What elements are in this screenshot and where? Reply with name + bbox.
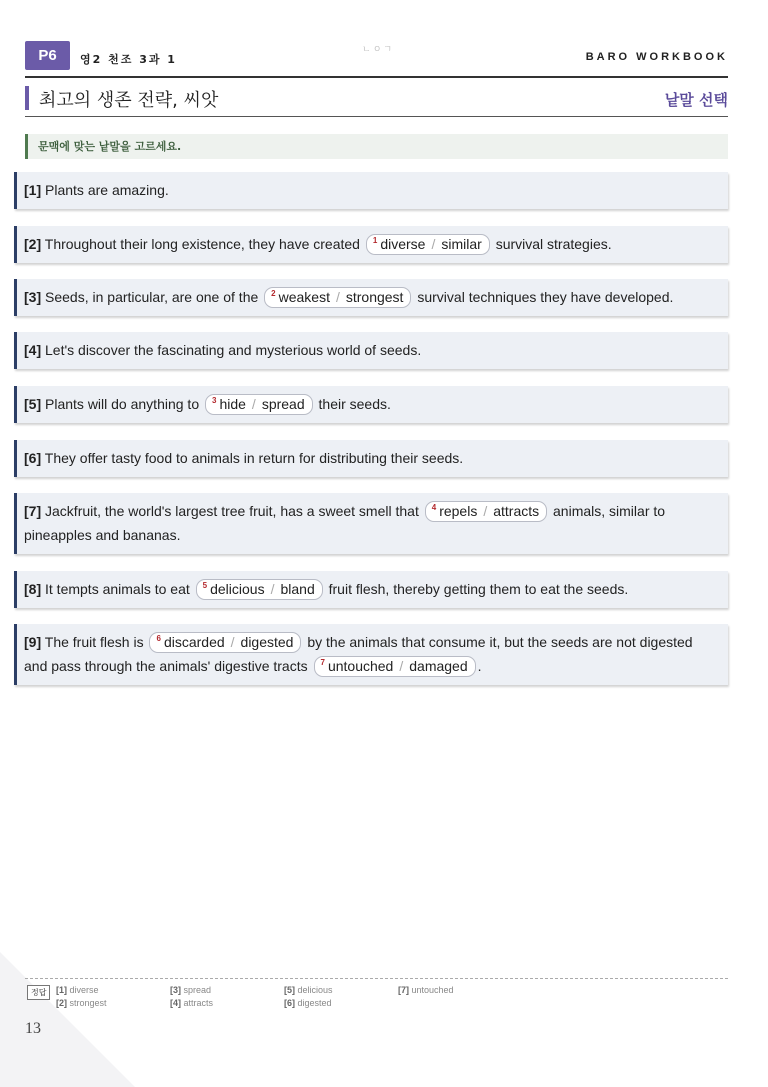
sentence-text: Plants are amazing. [45,182,169,198]
subject-label: 영2 천조 3과 1 [80,53,177,66]
sentence-text: It tempts animals to eat [45,581,190,597]
sentence-text: They offer tasty food to animals in return for distributing their seeds. [44,450,464,466]
answer-entry: [3] spread [170,985,212,995]
sentence-number: [8] [24,581,42,597]
sentence-number: [2] [24,236,42,252]
choice-option[interactable]: discarded [163,634,225,650]
word-choice[interactable]: $^5$ delicious / bland [196,579,323,600]
choice-number: 4 [431,503,437,512]
page-number: 13 [25,1020,41,1037]
title-bar [25,86,728,117]
sentence-item [14,493,728,554]
choice-option[interactable]: spread [261,396,305,412]
answer-column [284,984,333,1010]
sentence-text: by the animals that consume it, but the seeds are not digested and pass through the animals' digestive tracts [24,634,693,674]
title-accent [25,86,29,110]
sentence-text: their seeds. [318,396,391,412]
choice-number: 6 [156,634,161,643]
sentence-item [14,226,728,263]
brand-label: BARO WORKBOOK [585,51,728,63]
sentence-number: [7] [24,503,42,519]
answer-column [398,984,454,997]
choice-option[interactable]: hide [219,396,246,412]
sentence-number: [9] [24,634,42,650]
choice-option[interactable]: attracts [493,503,540,519]
sentence-item [14,332,728,369]
exercise-type: 낱말 선택 [664,91,728,109]
choice-number: 3 [212,396,217,405]
sentence-item [14,624,728,685]
sentence-text: survival techniques they have developed. [417,289,674,305]
choice-number: 5 [202,581,208,590]
sentence-text: fruit flesh, thereby getting them to eat the seeds. [328,581,629,597]
instruction: 문맥에 맞는 낱말을 고르세요. [25,134,728,159]
choice-option[interactable]: untouched [327,658,394,674]
choice-number: 7 [320,658,325,667]
page-title: 최고의 생존 전략, 씨앗 [39,90,219,111]
word-choice[interactable]: $^6$ discarded / digested [149,632,301,653]
answer-entry: [6] digested [284,998,332,1008]
page-header [25,41,728,78]
choice-option[interactable]: similar [441,236,482,252]
choice-number: 1 [372,236,378,245]
word-choice[interactable]: $^4$ repels / attracts [425,501,547,522]
answer-key-label: 정답 [27,985,50,1000]
word-choice[interactable]: $^3$ hide / spread [205,394,313,415]
choice-option[interactable]: weakest [278,289,330,305]
sentence-text: animals, similar to pineapples and bananas. [24,503,666,543]
sentence-text: Let's discover the fascinating and mysterious world of seeds. [45,342,422,358]
answer-entry: [7] untouched [398,985,454,995]
choice-option[interactable]: strongest [345,289,404,305]
page-mark: ㄴㅇㄱ [362,44,395,54]
answer-entry: [2] strongest [56,998,107,1008]
sentence-number: [6] [24,450,42,466]
sentence-text: . [477,658,482,674]
sentence-item [14,279,728,316]
answer-entry: [5] delicious [284,985,333,995]
answer-entry: [4] attracts [170,998,214,1008]
sentence-text: Seeds, in particular, are one of the [45,289,259,305]
sentence-number: [3] [24,289,42,305]
choice-option[interactable]: bland [280,581,315,597]
page-badge: P6 [25,41,70,70]
choice-number: 2 [271,289,276,298]
sentence-number: [1] [24,182,42,198]
answer-entry: [1] diverse [56,985,99,995]
answer-column [56,984,107,1010]
sentence-text: The fruit flesh is [44,634,144,650]
answer-key [25,978,728,1018]
sentence-item [14,172,728,209]
sentence-text: Throughout their long existence, they have created [44,236,360,252]
sentence-item [14,440,728,477]
sentence-number: [4] [24,342,42,358]
word-choice[interactable]: $^2$ weakest / strongest [264,287,411,308]
sentence-text: Plants will do anything to [45,396,200,412]
choice-option[interactable]: damaged [409,658,468,674]
choice-option[interactable]: delicious [210,581,265,597]
sentence-item [14,571,728,608]
choice-option[interactable]: digested [240,634,294,650]
page-corner-decoration [0,952,135,1087]
answer-column [170,984,213,1010]
sentence-number: [5] [24,396,42,412]
sentence-item [14,386,728,423]
word-choice[interactable]: $^1$ diverse / similar [366,234,490,255]
choice-option[interactable]: diverse [380,236,426,252]
choice-option[interactable]: repels [439,503,478,519]
sentence-text: survival strategies. [495,236,612,252]
word-choice[interactable]: $^7$ untouched / damaged [314,656,476,677]
sentence-text: Jackfruit, the world's largest tree fruit, has a sweet smell that [45,503,419,519]
